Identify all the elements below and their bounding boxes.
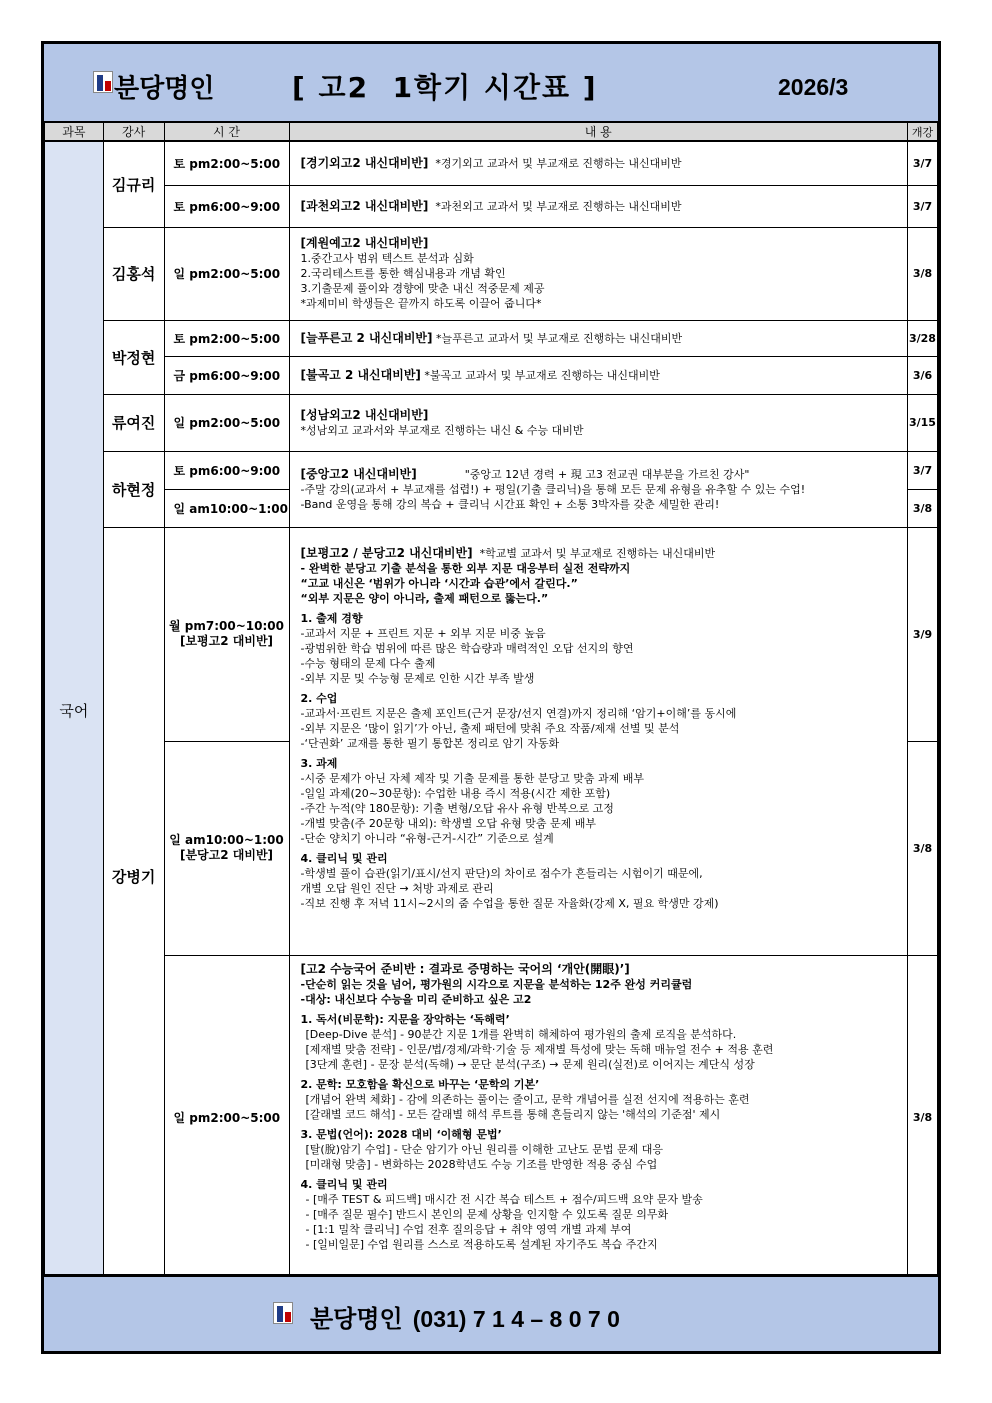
class-time — [164, 527, 289, 741]
class-content — [289, 955, 907, 1280]
class-desc: *과천외고 교과서 및 부교재로 진행하는 내신대비반 — [435, 199, 682, 213]
class-desc: *학교별 교과서 및 부교재로 진행하는 내신대비반 — [479, 546, 716, 560]
content-line: -교과서 지문 + 프린트 지문 + 외부 지문 비중 높음 — [300, 626, 546, 640]
teacher-name: 김홍석 — [103, 227, 164, 320]
class-title: [중앙고2 내신대비반] — [300, 466, 417, 481]
subject-cell: 국어 — [45, 141, 104, 1280]
content-line: -외부 지문은 ‘많이 읽기’가 아닌, 출제 패턴에 맞춰 주요 작품/제재 선별 및 분석 — [300, 721, 680, 735]
class-content — [289, 527, 907, 955]
open-date: 3/7 — [907, 185, 937, 227]
section-title: 1. 독서(비문학): 지문을 장악하는 ‘독해력’ — [300, 1012, 510, 1026]
content-line: 2.국리테스트를 통한 핵심내용과 개념 확인 — [300, 267, 506, 280]
content-line: 1.중간고사 범위 텍스트 분석과 심화 — [300, 252, 474, 265]
content-line: [제재별 맞춤 전략] - 인문/법/경제/과학·기술 등 제재별 특성에 맞는 독해 매뉴얼 전수 + 적용 훈련 — [305, 1042, 774, 1056]
section-title: 4. 클리닉 및 관리 — [300, 1177, 388, 1191]
class-time-sub: [보평고2 대비반] — [179, 634, 274, 648]
content-line: -주말 강의(교과서 + 부교재를 섭렵!) + 평일(기출 클리닉)을 통해 모든 문제 유형을 유추할 수 있는 수업! — [300, 482, 806, 496]
content-line: [Deep-Dive 분석] - 90분간 지문 1개를 완벽히 해체하여 평가원의 출제 로직을 분석하다. — [305, 1027, 737, 1041]
schedule-table — [44, 121, 938, 1281]
open-date: 3/7 — [907, 451, 937, 489]
class-time: 토 pm6:00~9:00 — [164, 185, 289, 227]
content-line: -단순 양치기 아니라 “유형-근거-시간” 기준으로 설계 — [300, 831, 554, 845]
open-date: 3/8 — [907, 741, 937, 955]
class-time: 일 pm2:00~5:00 — [164, 394, 289, 451]
open-date: 3/8 — [907, 227, 937, 320]
logo-icon — [273, 1302, 293, 1324]
content-line: -학생별 풀이 습관(읽기/표시/선지 판단)의 차이로 점수가 흔들리는 시험이기 때문에, — [300, 866, 703, 880]
class-time: 일 pm2:00~5:00 — [164, 227, 289, 320]
class-time — [164, 741, 289, 955]
class-title: [고2 수능국어 준비반 : 결과로 증명하는 국어의 ‘개안(開眼)’] — [300, 961, 630, 976]
section-title: 2. 수업 — [300, 691, 338, 705]
class-time: 일 pm2:00~5:00 — [164, 955, 289, 1280]
date-label: 2026/3 — [778, 74, 849, 100]
class-content — [289, 185, 907, 227]
content-line: -시중 문제가 아닌 자체 제작 및 기출 문제를 통한 분당고 맞춤 과제 배부 — [300, 771, 644, 785]
content-line: -광범위한 학습 범위에 따른 많은 학습량과 매력적인 오답 선지의 향연 — [300, 641, 634, 655]
class-title: [불곡고 2 내신대비반] — [300, 367, 421, 382]
timetable-frame — [41, 41, 941, 1354]
content-line: -수능 형태의 문제 다수 출제 — [300, 656, 436, 670]
brand-name: 분당명인 — [114, 74, 215, 104]
teacher-name-text: 강병기 — [111, 867, 156, 886]
class-content — [289, 227, 907, 320]
class-time-sub: [분당고2 대비반] — [179, 848, 274, 862]
class-time: 토 pm2:00~5:00 — [164, 141, 289, 185]
class-content — [289, 356, 907, 394]
open-date: 3/9 — [907, 527, 937, 741]
content-line: [개념어 완벽 체화] - 감에 의존하는 풀이는 줄이고, 문학 개념어를 실전 선지에 적용하는 훈련 — [305, 1092, 750, 1106]
open-date: 3/15 — [907, 394, 937, 451]
class-content — [289, 394, 907, 451]
logo-icon — [93, 71, 113, 93]
content-line: - [매주 TEST & 피드백] 매시간 전 시간 복습 테스트 + 점수/피드백 요약 문자 발송 — [305, 1192, 703, 1206]
class-time-main: 월 pm7:00~10:00 — [169, 619, 284, 633]
content-line: [갈래별 코드 해석] - 모든 갈래별 해석 루트를 통해 흔들리지 않는 '해석의 기준점' 제시 — [305, 1107, 721, 1121]
section-title: 4. 클리닉 및 관리 — [300, 851, 388, 865]
col-time: 시 간 — [164, 122, 289, 141]
class-title: [경기외고2 내신대비반] — [300, 155, 429, 170]
header-banner — [44, 44, 938, 121]
content-line: -외부 지문 및 수능형 문제로 인한 시간 부족 발생 — [300, 671, 535, 685]
teacher-name: 하현정 — [103, 451, 164, 527]
class-title: [과천외고2 내신대비반] — [300, 198, 429, 213]
content-line: - [1:1 밀착 클리닉] 수업 전후 질의응답 + 취약 영역 개별 과제 부여 — [305, 1222, 632, 1236]
open-date: 3/8 — [907, 489, 937, 527]
open-date: 3/8 — [907, 955, 937, 1280]
content-line: -일일 과제(20~30문항): 수업한 내용 즉시 적용(시간 제한 포함) — [300, 786, 611, 800]
teacher-name: 김규리 — [103, 141, 164, 227]
footer-contact — [310, 1299, 620, 1334]
content-line: *과제미비 학생들은 끝까지 하도록 이끌어 줍니다* — [300, 297, 542, 310]
col-subject: 과목 — [45, 122, 104, 141]
footer-banner — [44, 1274, 938, 1351]
content-line: *성남외고 교과서와 부교재로 진행하는 내신 & 수능 대비반 — [300, 423, 584, 437]
content-line: -Band 운영을 통해 강의 복습 + 클리닉 시간표 확인 + 소통 3박자를 갖춘 세밀한 관리! — [300, 497, 720, 511]
class-time: 토 pm6:00~9:00 — [164, 451, 289, 489]
class-title: [보평고2 / 분당고2 내신대비반] — [300, 545, 473, 560]
content-line: -직보 진행 후 저녁 11시~2시의 줌 수업을 통한 질문 자율화(강제 X, 필요 학생만 강제) — [300, 896, 719, 910]
class-time: 일 am10:00~1:00 — [164, 489, 289, 527]
class-content — [289, 141, 907, 185]
content-line: - 완벽한 분당고 기출 분석을 통한 외부 지문 대응부터 실전 전략까지 — [300, 561, 631, 575]
content-line: - [일비일문] 수업 원리를 스스로 적용하도록 설계된 자기주도 복습 주간지 — [305, 1237, 658, 1251]
class-content — [289, 320, 907, 356]
content-line: “외부 지문은 양이 아니라, 출제 패턴으로 뚫는다.” — [300, 591, 549, 605]
footer-brand: 분당명인 — [310, 1305, 403, 1333]
teacher-name: 류여진 — [103, 394, 164, 451]
class-title: [계원예고2 내신대비반] — [300, 236, 429, 250]
col-teacher: 강사 — [103, 122, 164, 141]
content-line: -단순히 읽는 것을 넘어, 평가원의 시각으로 지문을 분석하는 12주 완성 커리큘럼 — [300, 977, 693, 991]
col-open: 개강 — [907, 122, 937, 141]
class-time: 금 pm6:00~9:00 — [164, 356, 289, 394]
class-desc: *불곡고 교과서 및 부교재로 진행하는 내신대비반 — [424, 368, 660, 382]
content-line: [탈(脫)암기 수업] - 단순 암기가 아닌 원리를 이해한 고난도 문법 문제 대응 — [305, 1142, 663, 1156]
teacher-name: 박정현 — [103, 320, 164, 394]
open-date: 3/6 — [907, 356, 937, 394]
phone-number: (031) 7 1 4 – 8 0 7 0 — [412, 1306, 620, 1332]
content-line: -‘단권화’ 교재를 통한 필기 통합본 정리로 암기 자동화 — [300, 736, 560, 750]
content-line: - [매주 질문 필수] 반드시 본인의 문제 상황을 인지할 수 있도록 질문 의무화 — [305, 1207, 669, 1221]
content-line: [3단계 훈련] - 문장 분석(독해) → 문단 분석(구조) → 문제 원리(실전)로 이어지는 계단식 성장 — [305, 1057, 755, 1071]
col-content: 내 용 — [289, 122, 907, 141]
section-title: 1. 출제 경향 — [300, 611, 363, 625]
class-desc: *경기외고 교과서 및 부교재로 진행하는 내신대비반 — [435, 156, 682, 170]
content-line: “고교 내신은 ‘범위가 아니라 ‘시간과 습관’에서 갈린다.” — [300, 576, 578, 590]
class-desc: *늘푸른고 교과서 및 부교재로 진행하는 내신대비반 — [436, 331, 683, 345]
section-title: 3. 과제 — [300, 756, 338, 770]
open-date: 3/28 — [907, 320, 937, 356]
content-line: -개별 맞춤(주 20문항 내외): 학생별 오답 유형 맞춤 문제 배부 — [300, 816, 596, 830]
open-date: 3/7 — [907, 141, 937, 185]
content-line: -주간 누적(약 180문항): 기출 변형/오답 유사 유형 반복으로 고정 — [300, 801, 614, 815]
class-title: [늘푸른고 2 내신대비반] — [300, 330, 433, 345]
section-title: 2. 문학: 모호함을 확신으로 바꾸는 ‘문학의 기본’ — [300, 1077, 540, 1091]
class-content — [289, 451, 907, 527]
class-quote: "중앙고 12년 경력 + 現 고3 전교권 대부분을 가르친 강사" — [464, 467, 750, 481]
class-title: [성남외고2 내신대비반] — [300, 407, 429, 422]
class-time-main: 일 am10:00~1:00 — [169, 833, 284, 847]
content-line: -대상: 내신보다 수능을 미리 준비하고 싶은 고2 — [300, 992, 532, 1006]
section-title: 3. 문법(언어): 2028 대비 ‘이해형 문법’ — [300, 1127, 502, 1141]
content-line: 3.기출문제 풀이와 경향에 맞춘 내신 적중문제 제공 — [300, 282, 545, 295]
content-line: [미래형 맞춤] - 변화하는 2028학년도 수능 기조를 반영한 적용 중심 수업 — [305, 1157, 658, 1171]
class-time: 토 pm2:00~5:00 — [164, 320, 289, 356]
teacher-name — [103, 527, 164, 1280]
content-line: 개별 오답 원인 진단 → 처방 과제로 관리 — [300, 881, 494, 895]
page-title: [ 고2 1학기 시간표 ] — [292, 71, 598, 104]
content-line: -교과서·프린트 지문은 출제 포인트(근거 문장/선지 연결)까지 정리해 ‘암기+이해’를 동시에 — [300, 706, 737, 720]
